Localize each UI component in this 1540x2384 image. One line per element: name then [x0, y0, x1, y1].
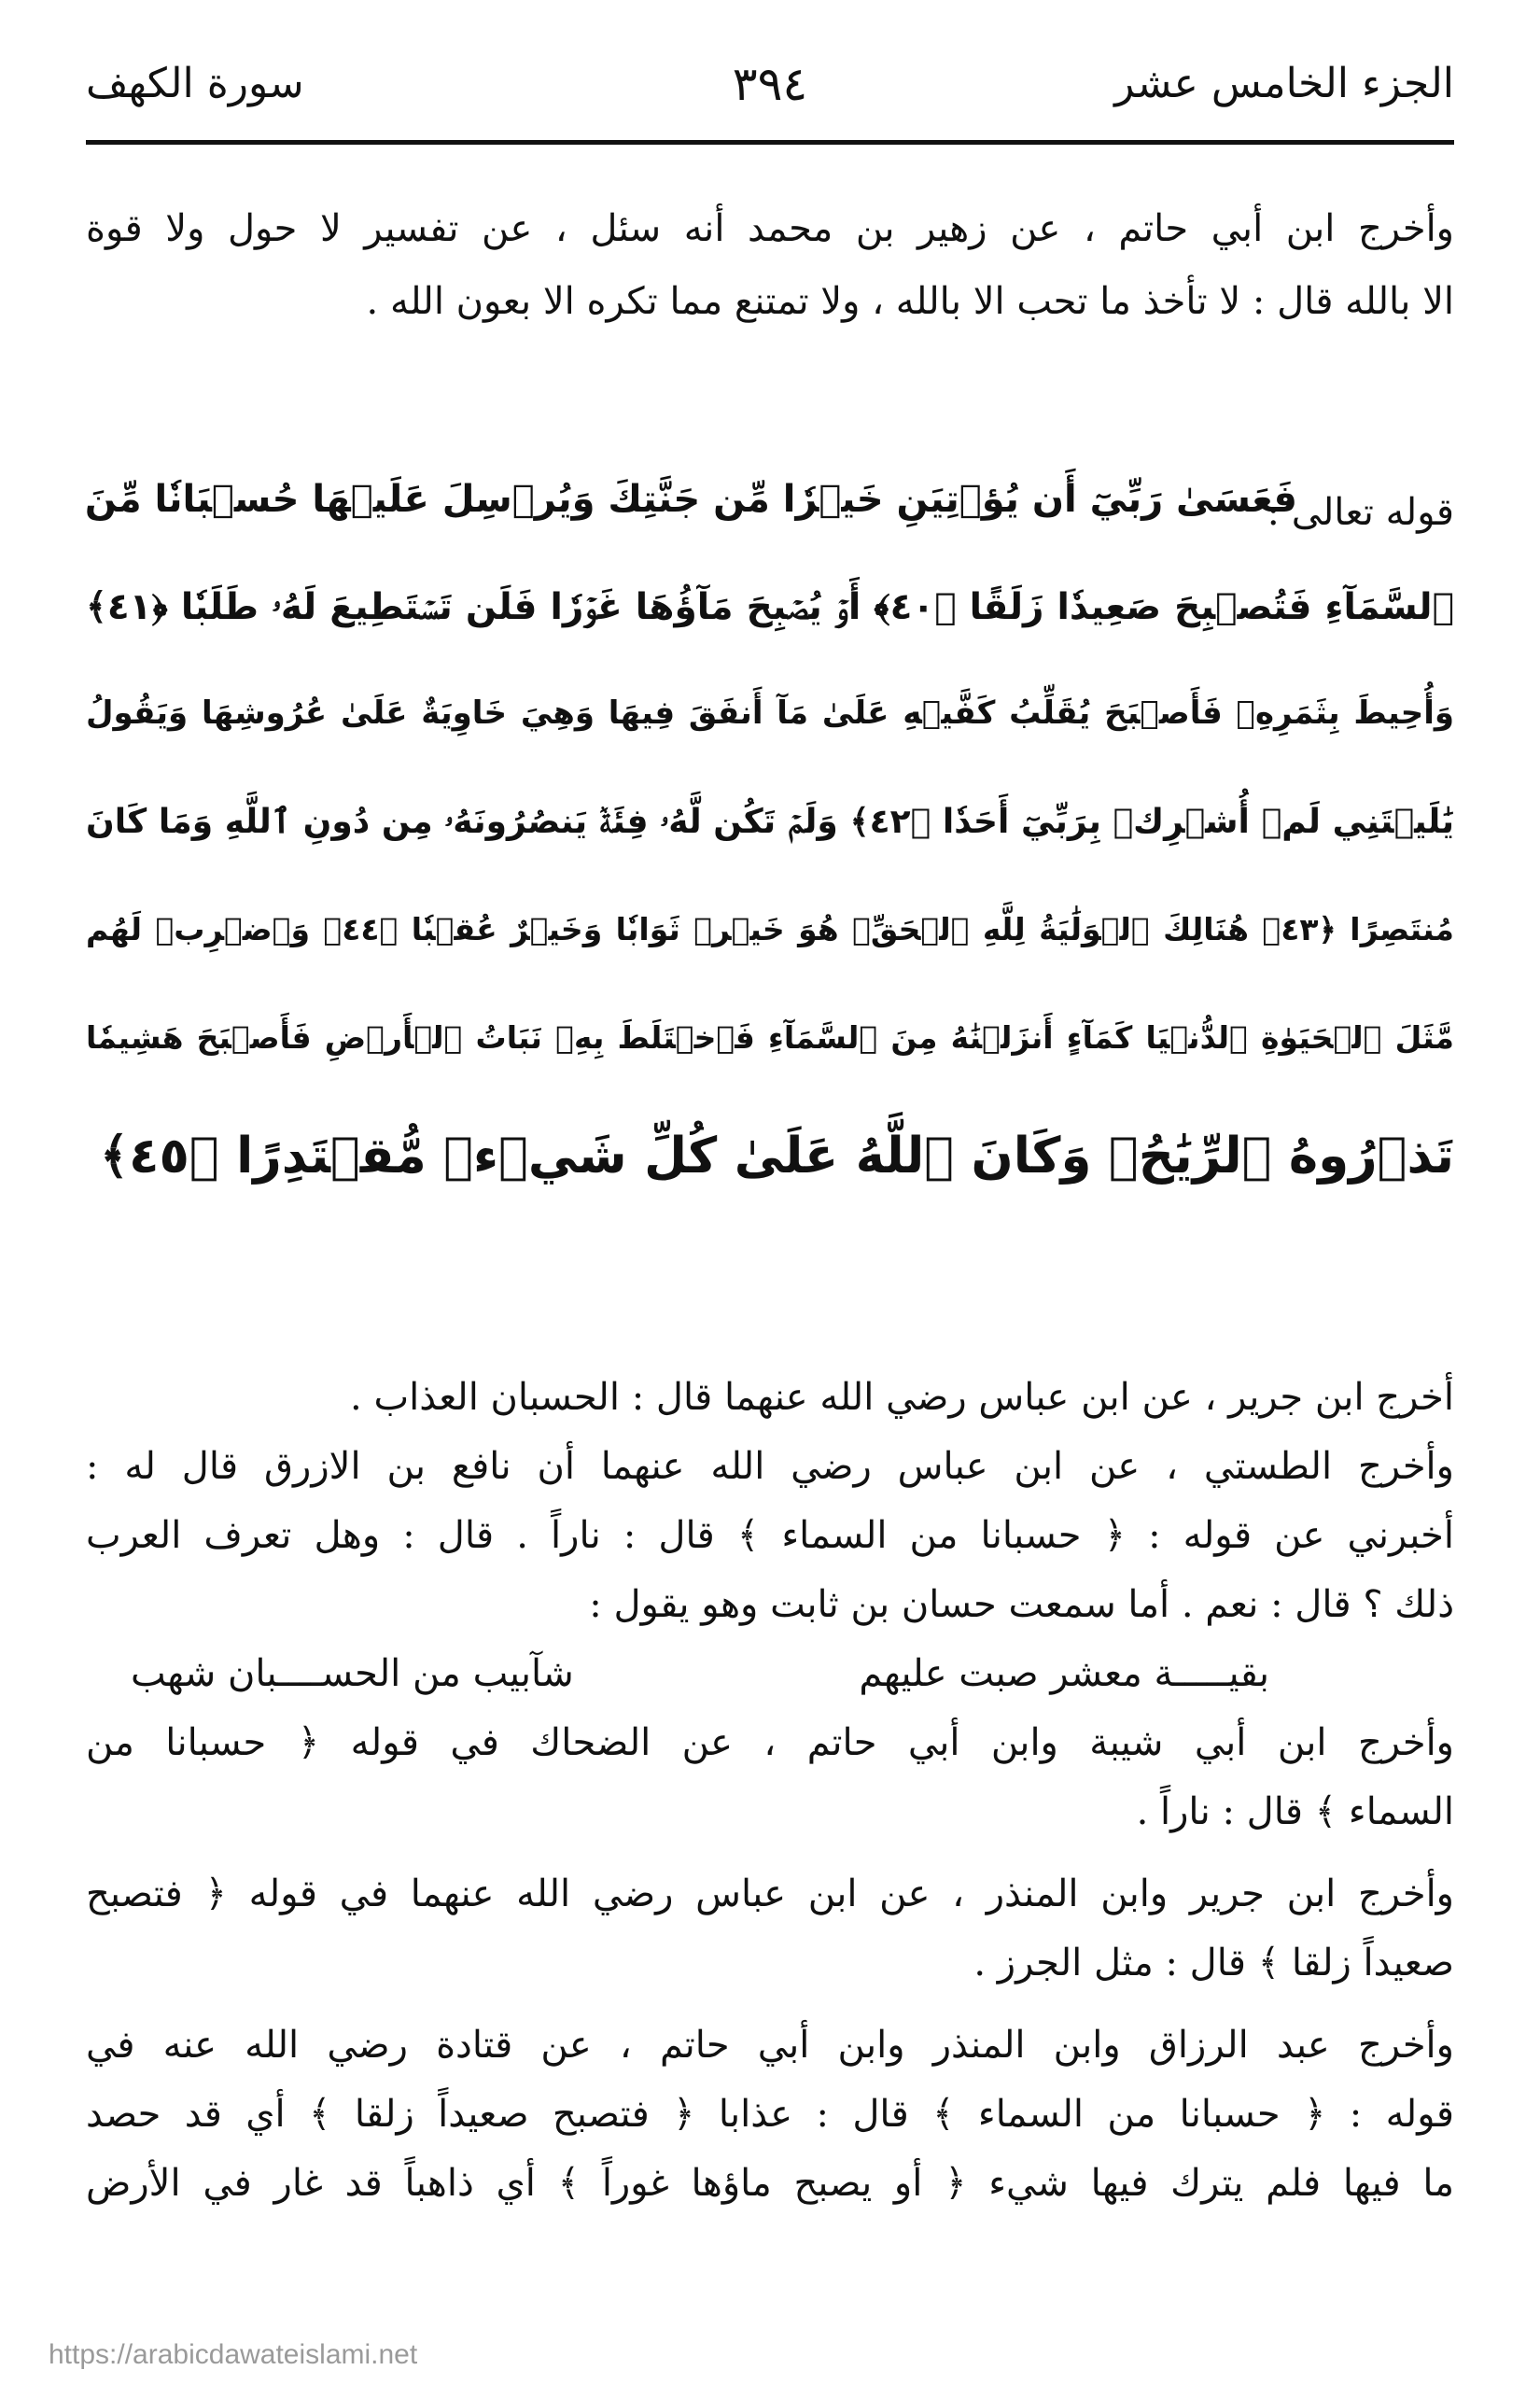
- watermark-url: https://arabicdawateislami.net: [49, 2339, 418, 2370]
- surah-title: سورة الكهف: [86, 60, 304, 107]
- commentary-line-9: وأخرج عبد الرزاق وابن المنذر وابن أبي حاتم ، عن قتادة رضي الله عنه في: [86, 2024, 1454, 2067]
- commentary-line-7: وأخرج ابن جرير وابن المنذر ، عن ابن عباس رضي الله عنهما في قوله ﴿ فتصبح: [86, 1872, 1454, 1915]
- page-number: ٣٩٤: [732, 57, 808, 111]
- intro-line-1: وأخرج ابن أبي حاتم ، عن زهير بن محمد أنه سئل ، عن تفسير لا حول ولا قوة: [86, 207, 1454, 250]
- quran-line-6: مَّثَلَ ٱلۡحَيَوٰةِ ٱلدُّنۡيَا كَمَآءٍ أَنزَلۡنَٰهُ مِنَ ٱلسَّمَآءِ فَٱخۡتَلَطَ بِهِۦ نَبَاتُ ٱلۡأَرۡضِ فَأَصۡبَحَ هَشِيمٗا: [86, 1019, 1454, 1056]
- commentary-line-2: وأخرج الطستي ، عن ابن عباس رضي الله عنهما أن نافع بن الازرق قال له :: [86, 1445, 1454, 1488]
- commentary-line-8: صعيداً زلقا ﴾ قال : مثل الجرز .: [973, 1942, 1454, 1984]
- quran-line-3: وَأُحِيطَ بِثَمَرِهِۦ فَأَصۡبَحَ يُقَلِّبُ كَفَّيۡهِ عَلَىٰ مَآ أَنفَقَ فِيهَا وَهِيَ خَاوِيَةٌ عَلَىٰ عُرُوشِهَا وَيَقُولُ: [86, 694, 1454, 732]
- commentary-line-3: أخبرني عن قوله : ﴿ حسبانا من السماء ﴾ قال : ناراً . قال : وهل تعرف العرب: [86, 1514, 1454, 1557]
- poem-verse: [131, 1652, 1269, 1695]
- commentary-line-11: ما فيها فلم يترك فيها شيء ﴿ أو يصبح ماؤها غوراً ﴾ أي ذاهباً قد غار في الأرض: [86, 2162, 1455, 2205]
- commentary-line-5: وأخرج ابن أبي شيبة وابن أبي حاتم ، عن الضحاك في قوله ﴿ حسبانا من: [86, 1721, 1454, 1764]
- page-header: [86, 56, 1454, 121]
- commentary-line-1: أخرج ابن جرير ، عن ابن عباس رضي الله عنهما قال : الحسبان العذاب .: [350, 1376, 1454, 1419]
- quran-line-7: تَذۡرُوهُ ٱلرِّيَٰحُۗ وَكَانَ ٱللَّهُ عَلَىٰ كُلِّ شَيۡءٖ مُّقۡتَدِرًا ﴿٤٥﴾: [100, 1128, 1454, 1185]
- commentary-line-4: ذلك ؟ قال : نعم . أما سمعت حسان بن ثابت وهو يقول :: [589, 1583, 1454, 1626]
- commentary-line-10: قوله : ﴿ حسبانا من السماء ﴾ قال : عذابا ﴿ فتصبح صعيداً زلقا ﴾ أي قد حصد: [86, 2093, 1454, 2136]
- quran-line-1: فَعَسَىٰ رَبِّيٓ أَن يُؤۡتِيَنِ خَيۡرٗا مِّن جَنَّتِكَ وَيُرۡسِلَ عَلَيۡهَا حُسۡبَانٗا مِّنَ: [84, 478, 1297, 521]
- header-rule: [86, 140, 1454, 145]
- quran-intro-label: قوله تعالى :: [1267, 491, 1454, 534]
- quran-line-4: يَٰلَيۡتَنِي لَمۡ أُشۡرِكۡ بِرَبِّيٓ أَحَدٗا ﴿٤٢﴾ وَلَمۡ تَكُن لَّهُۥ فِئَةٞ يَنصُرُونَهُۥ مِن دُونِ ٱللَّهِ وَمَا كَانَ: [86, 803, 1454, 841]
- intro-line-2: الا بالله قال : لا تأخذ ما تحب الا بالله ، ولا تمتنع مما تكره الا بعون الله .: [366, 280, 1454, 323]
- poem-first-hemistich: بقيـــــة معشر صبت عليهم: [859, 1652, 1269, 1695]
- juz-title: الجزء الخامس عشر: [1114, 60, 1454, 107]
- quran-line-5: مُنتَصِرًا ﴿٤٣﴾ هُنَالِكَ ٱلۡوَلَٰيَةُ لِلَّهِ ٱلۡحَقِّۚ هُوَ خَيۡرٞ ثَوَابٗا وَخَيۡرٌ عُقۡبٗا ﴿٤٤﴾ وَٱضۡرِبۡ لَهُم: [86, 911, 1454, 947]
- poem-second-hemistich: شآبيب من الحســــبان شهب: [131, 1652, 574, 1695]
- quran-line-2: ٱلسَّمَآءِ فَتُصۡبِحَ صَعِيدٗا زَلَقًا ﴿٤٠﴾ أَوۡ يُصۡبِحَ مَآؤُهَا غَوۡرٗا فَلَن تَسۡتَطِيعَ لَهُۥ طَلَبٗا ﴿٤١﴾: [86, 586, 1454, 628]
- commentary-line-6: السماء ﴾ قال : ناراً .: [1136, 1790, 1454, 1833]
